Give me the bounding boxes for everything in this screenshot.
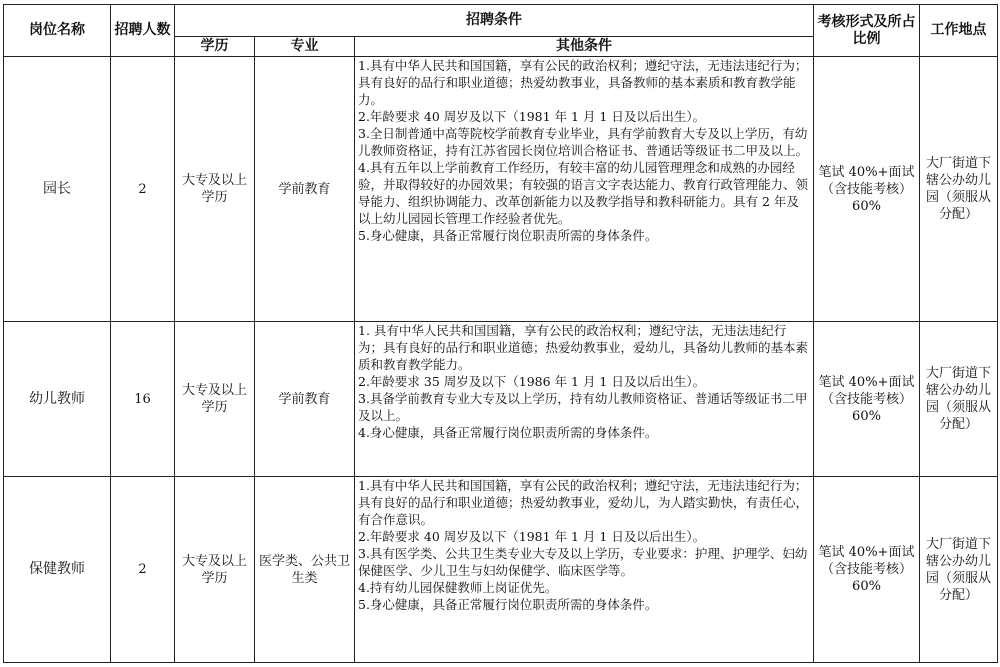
location-cell: 大厂街道下辖公办幼儿园（须服从分配） <box>920 322 998 477</box>
condition-item: 3.全日制普通中高等院校学前教育专业毕业，具有学前教育大专及以上学历，有幼儿教师资格证，持有江苏省园长岗位培训合格证书、普通话等级证书二甲及以上。 <box>358 126 809 158</box>
assessment-cell: 笔试 40%+面试（含技能考核）60% <box>814 322 920 477</box>
education-cell: 大专及以上学历 <box>175 477 255 663</box>
condition-item: 4.具有五年以上学前教育工作经历，有较丰富的幼儿园管理理念和成熟的办园经验，并取得较好的办园效果；有较强的语言文字表达能力、教育行政管理能力、领导能力、组织协调能力、改革创新能力以及教学指导和教科研能力。具有 2 年及以上幼儿园园长管理工作经验者优先。 <box>358 160 809 226</box>
education-cell: 大专及以上学历 <box>175 322 255 477</box>
header-conditions: 招聘条件 <box>175 5 814 37</box>
condition-item: 1.具有中华人民共和国国籍，享有公民的政治权利；遵纪守法，无违法违纪行为；具有良好的品行和职业道德；热爱幼教事业，爱幼儿，为人踏实勤快，有责任心，有合作意识。 <box>358 478 809 527</box>
header-other: 其他条件 <box>355 37 814 57</box>
condition-item: 2.年龄要求 40 周岁及以下（1981 年 1 月 1 日及以后出生）。 <box>358 529 706 544</box>
condition-item: 4.身心健康，具备正常履行岗位职责所需的身体条件。 <box>358 425 658 440</box>
header-education: 学历 <box>175 37 255 57</box>
header-assessment: 考核形式及所占比例 <box>814 5 920 57</box>
location-cell: 大厂街道下辖公办幼儿园（须服从分配） <box>920 477 998 663</box>
major-cell: 学前教育 <box>255 322 355 477</box>
position-cell: 园长 <box>4 57 111 322</box>
education-cell: 大专及以上学历 <box>175 57 255 322</box>
condition-item: 1. 具有中华人民共和国国籍，享有公民的政治权利；遵纪守法，无违法违纪行为；具有良好的品行和职业道德；热爱幼教事业，爱幼儿，具备幼儿教师的基本素质和教育教学能力。 <box>358 323 809 372</box>
condition-item: 4.持有幼儿园保健教师上岗证优先。 <box>358 580 558 595</box>
header-major: 专业 <box>255 37 355 57</box>
table-row <box>4 57 998 322</box>
assessment-cell: 笔试 40%+面试（含技能考核）60% <box>814 57 920 322</box>
condition-item: 1.具有中华人民共和国国籍，享有公民的政治权利；遵纪守法，无违法违纪行为；具有良好的品行和职业道德；热爱幼教事业，具备教师的基本素质和教育教学能力。 <box>358 58 808 107</box>
conditions-cell <box>355 322 814 477</box>
condition-item: 3.具备学前教育专业大专及以上学历，持有幼儿教师资格证、普通话等级证书二甲及以上。 <box>358 391 808 423</box>
conditions-cell <box>355 477 814 663</box>
position-cell: 保健教师 <box>4 477 111 663</box>
location-cell: 大厂街道下辖公办幼儿园（须服从分配） <box>920 57 998 322</box>
condition-item: 2.年龄要求 40 周岁及以下（1981 年 1 月 1 日及以后出生）。 <box>358 109 706 124</box>
count-cell: 16 <box>111 322 175 477</box>
count-cell: 2 <box>111 477 175 663</box>
count-cell: 2 <box>111 57 175 322</box>
position-cell: 幼儿教师 <box>4 322 111 477</box>
major-cell: 医学类、公共卫生类 <box>255 477 355 663</box>
header-location: 工作地点 <box>920 5 998 57</box>
header-position: 岗位名称 <box>4 5 111 57</box>
assessment-cell: 笔试 40%+面试（含技能考核）60% <box>814 477 920 663</box>
conditions-cell <box>355 57 814 322</box>
condition-item: 2.年龄要求 35 周岁及以下（1986 年 1 月 1 日及以后出生）。 <box>358 374 706 389</box>
table-row <box>4 477 998 663</box>
recruitment-table <box>3 4 998 663</box>
header-count: 招聘人数 <box>111 5 175 57</box>
table-row <box>4 322 998 477</box>
condition-item: 3.具有医学类、公共卫生类专业大专及以上学历，专业要求：护理、护理学、妇幼保健医学、少儿卫生与妇幼保健学、临床医学等。 <box>358 546 808 578</box>
condition-item: 5.身心健康，具备正常履行岗位职责所需的身体条件。 <box>358 228 658 243</box>
major-cell: 学前教育 <box>255 57 355 322</box>
condition-item: 5.身心健康，具备正常履行岗位职责所需的身体条件。 <box>358 597 658 612</box>
